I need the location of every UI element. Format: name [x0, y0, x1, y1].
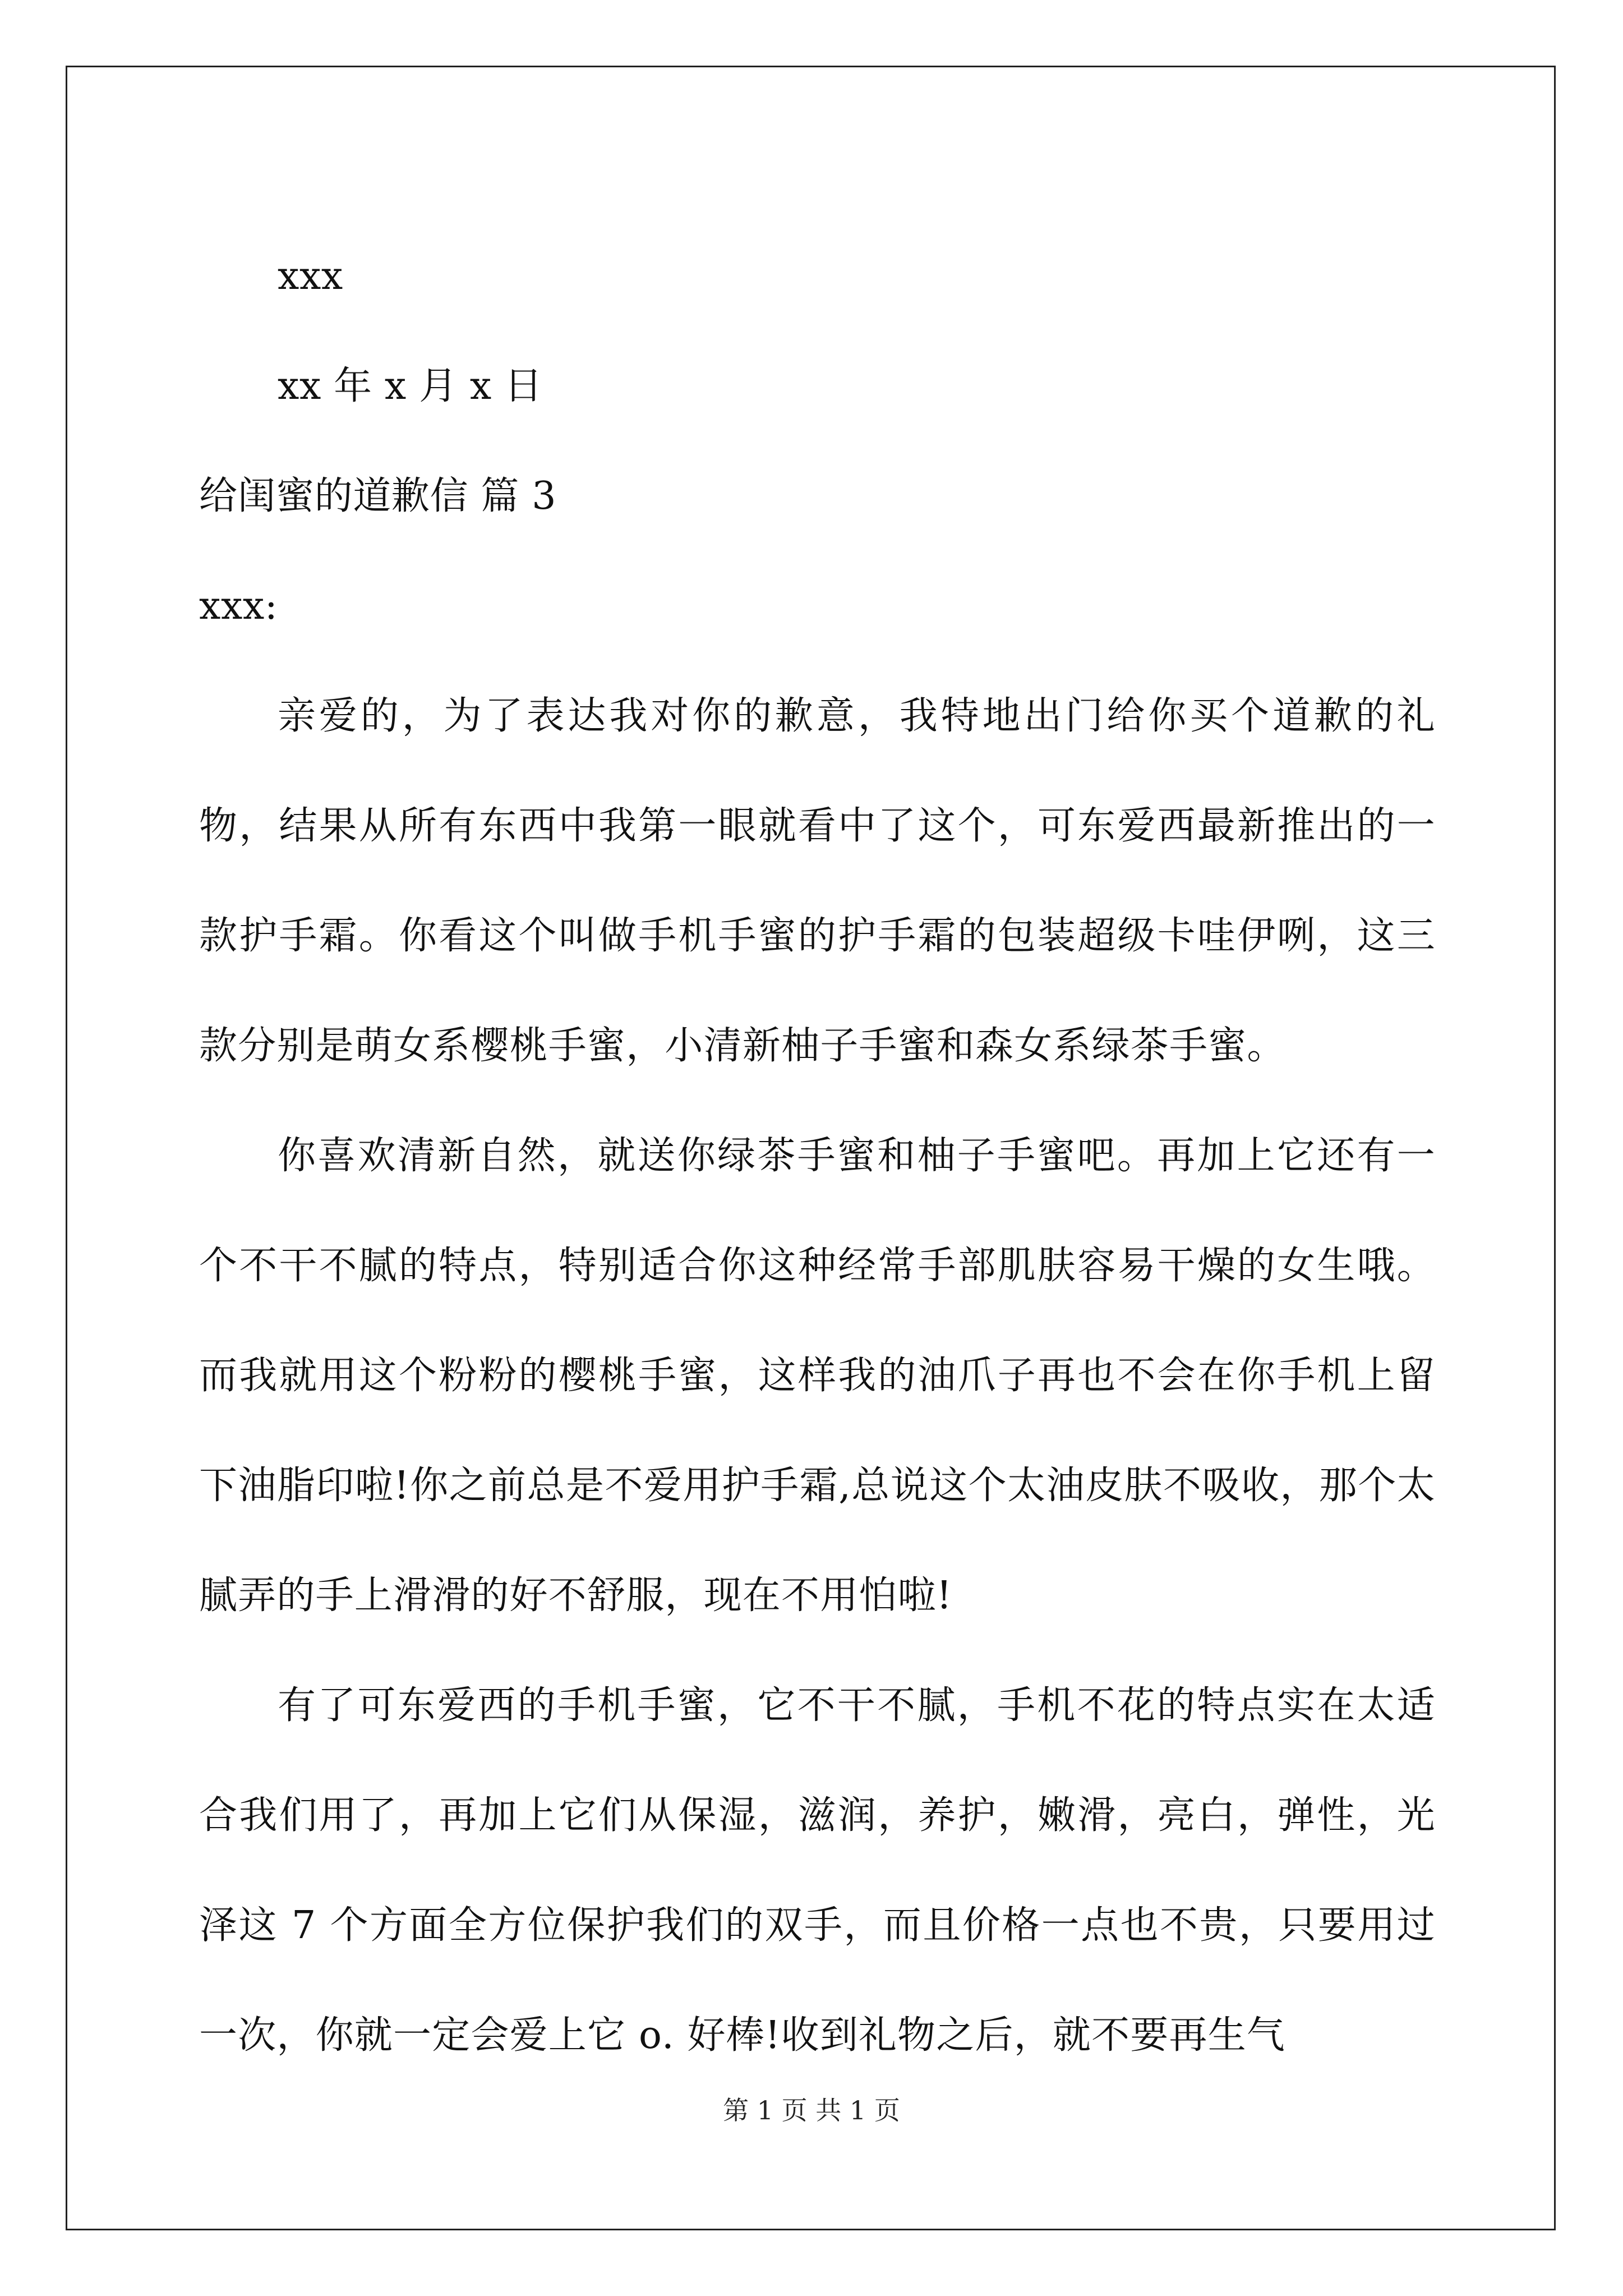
letter-date: xx 年 x 月 x 日 — [278, 364, 543, 408]
document-body — [199, 222, 1436, 2091]
salutation: xxx: — [199, 584, 278, 628]
paragraph-2: 你喜欢清新自然，就送你绿茶手蜜和柚子手蜜吧。再加上它还有一个不干不腻的特点，特别适合你这种经常手部肌肤容易干燥的女生哦。而我就用这个粉粉的樱桃手蜜，这样我的油爪子再也不会在你手机上留下油脂印啦!你之前总是不爱用护手霜,总说这个太油皮肤不吸收，那个太腻弄的手上滑滑的好不舒服，现在不用怕啦! — [199, 1134, 1436, 1618]
paragraph-1: 亲爱的，为了表达我对你的歉意，我特地出门给你买个道歉的礼物，结果从所有东西中我第一眼就看中了这个，可东爱西最新推出的一款护手霜。你看这个叫做手机手蜜的护手霜的包装超级卡哇伊咧，这三款分别是萌女系樱桃手蜜，小清新柚子手蜜和森女系绿茶手蜜。 — [199, 694, 1436, 1068]
page-footer: 第 1 页 共 1 页 — [723, 2095, 900, 2125]
paragraph-3: 有了可东爱西的手机手蜜，它不干不腻，手机不花的特点实在太适合我们用了，再加上它们从保湿，滋润，养护，嫩滑，亮白，弹性，光泽这 7 个方面全方位保护我们的双手，而且价格一点也不贵，只要用过一次，你就一定会爱上它 o. 好棒!收到礼物之后，就不要再生气 — [199, 1683, 1436, 2058]
section-title: 给闺蜜的道歉信 篇 3 — [199, 474, 557, 518]
signature: xxx — [278, 254, 343, 298]
